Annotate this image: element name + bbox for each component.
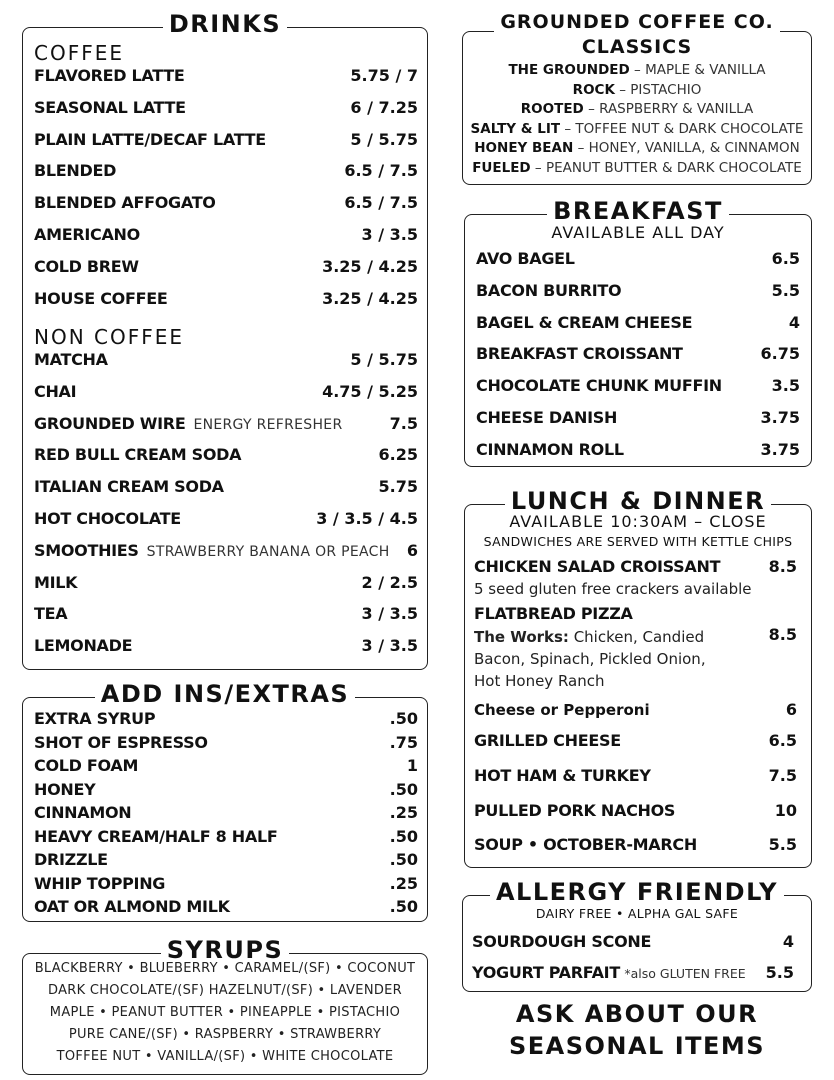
item-name: SOUP • OCTOBER-MARCH [474,835,697,855]
classics-title-line2: CLASSICS [581,36,693,58]
menu-item [34,289,418,309]
item-price: 6.5 [771,249,800,268]
item-name: CHOCOLATE CHUNK MUFFIN [476,376,722,396]
item-name: TEA [34,604,68,624]
menu-item [34,756,418,776]
menu-item [34,257,418,277]
item-name: MILK [34,572,78,592]
classic-name: HONEY BEAN [474,140,574,157]
syrup-line: DARK CHOCOLATE/(SF) HAZELNUT/(SF) • LAVENDER [47,983,402,998]
classic-item [463,101,811,117]
syrups-title: SYRUPS [161,936,290,964]
menu-item-sourdough-scone: SOURDOUGH SCONE 4 [472,932,794,951]
menu-item-cheese-pepperoni: Cheese or Pepperoni 6 [474,700,797,719]
item-price: 3.75 [760,408,800,427]
item-name: LEMONADE [34,636,133,656]
coffee-heading: COFFEE [34,41,124,65]
menu-item [34,98,418,118]
works-desc-line3: Hot Honey Ranch [474,672,605,690]
menu-item [474,801,797,821]
item-name: RED BULL CREAM SODA [34,445,242,465]
item-price: .25 [389,803,418,822]
menu-item [34,827,418,847]
classic-desc: – PEANUT BUTTER & DARK CHOCOLATE [530,160,802,176]
menu-item [34,803,418,823]
menu-item [474,766,797,786]
item-price: 6.5 / 7.5 [344,161,418,181]
classic-desc: – RASPBERRY & VANILLA [583,101,754,118]
seasonal-line1: ASK ABOUT OUR [515,1000,759,1028]
item-price: 6.25 [378,445,418,465]
syrup-line: TOFFEE NUT • VANILLA/(SF) • WHITE CHOCOLATE [56,1049,394,1064]
item-price: 5.75 [378,477,418,497]
item-price: 4 [788,312,800,332]
classic-name: ROOTED [520,101,584,118]
item-price: 3.25 / 4.25 [322,256,418,276]
drinks-title: DRINKS [163,10,287,38]
classics-section [462,11,812,185]
menu-item [476,249,800,269]
item-price: 3 / 3.5 [361,636,418,656]
breakfast-subtitle: AVAILABLE ALL DAY [551,223,725,242]
item-price: 5.5 [771,280,800,300]
item-name: MATCHA [34,350,108,369]
breakfast-section [464,197,812,467]
seasonal-callout [462,998,812,1062]
item-name: OAT OR ALMOND MILK [34,897,230,916]
addins-title: ADD INS/EXTRAS [95,680,355,708]
item-price: 5.5 [768,835,797,855]
menu-item [34,161,418,181]
menu-item [476,408,800,428]
item-price: 2 / 2.5 [361,572,418,592]
item-price: 4.75 / 5.25 [322,381,418,401]
item-name: EXTRA SYRUP [34,709,156,728]
classic-item [463,121,811,137]
item-price: 1 [406,756,418,775]
classic-name: ROCK [572,81,615,98]
classic-item [463,62,811,78]
item-name: BREAKFAST CROISSANT [476,344,683,364]
menu-item [34,573,418,593]
item-price: .50 [389,826,418,846]
menu-item [474,731,797,751]
works-desc-line1: The Works: Chicken, Candied [474,628,705,646]
menu-item [474,835,797,855]
item-note: ENERGY REFRESHER [193,416,343,433]
allergy-section [462,878,812,992]
item-name: SHOT OF ESPRESSO [34,732,208,752]
item-price: 6.5 [768,731,797,750]
item-price: 5.75 / 7 [350,66,418,85]
item-name: HOT CHOCOLATE [34,509,181,528]
menu-item [476,281,800,301]
classic-item [463,160,811,176]
menu-item [34,445,418,465]
item-name: DRIZZLE [34,850,108,869]
item-price: .50 [389,779,418,799]
item-name: BAGEL & CREAM CHEESE [476,312,693,332]
lunch-subtitle: AVAILABLE 10:30AM – CLOSE [509,512,767,531]
syrup-line: BLACKBERRY • BLUEBERRY • CARAMEL/(SF) • COCONUT [34,961,416,976]
item-name: GROUNDED WIRE [34,413,186,433]
item-name: PLAIN LATTE/DECAF LATTE [34,129,266,149]
menu-item [476,376,800,396]
item-price: 5 / 5.75 [350,350,418,369]
item-name: SMOOTHIES [34,540,139,560]
item-price: 7.5 [768,765,797,785]
chicken-salad-desc: 5 seed gluten free crackers available [474,580,752,598]
item-price: .50 [389,709,418,728]
item-name: BACON BURRITO [476,280,622,300]
menu-item [34,709,418,729]
lunch-section [464,487,812,868]
menu-item [476,313,800,333]
classic-desc: – PISTACHIO [614,81,702,98]
menu-item [34,874,418,894]
item-name: COLD BREW [34,256,139,276]
menu-item [476,440,800,460]
item-name: COLD FOAM [34,756,139,775]
menu-item [34,636,418,656]
syrups-section [22,936,428,1075]
syrup-line: PURE CANE/(SF) • RASPBERRY • STRAWBERRY [68,1027,382,1042]
menu-item [34,225,418,245]
item-name: WHIP TOPPING [34,873,166,893]
flatbread-heading: FLATBREAD PIZZA [474,604,633,623]
menu-item [34,780,418,800]
menu-item [34,350,418,370]
menu-item [476,344,800,364]
item-price: 7.5 [389,413,418,433]
addins-section [22,680,428,922]
drinks-section [22,10,428,670]
menu-item [34,897,418,917]
item-name: AVO BAGEL [476,249,575,268]
classic-name: FUELED [472,160,531,176]
item-name: CHEESE DANISH [476,408,618,427]
menu-item [34,382,418,402]
item-name: AMERICANO [34,225,140,244]
item-name: ITALIAN CREAM SODA [34,477,224,497]
item-name: FLAVORED LATTE [34,66,185,85]
item-price: 6.5 / 7.5 [344,193,418,213]
item-price: 5 / 5.75 [350,129,418,149]
item-price: 3.75 [760,439,800,459]
menu-item [34,509,418,529]
classic-name: SALTY & LIT [470,120,561,137]
menu-item-yogurt-parfait: YOGURT PARFAIT *also GLUTEN FREE 5.5 [472,963,794,982]
item-price: .50 [389,897,418,916]
menu-item-chicken-salad: CHICKEN SALAD CROISSANT 8.5 [474,557,797,576]
syrup-line: MAPLE • PEANUT BUTTER • PINEAPPLE • PISTACHIO [49,1005,401,1020]
allergy-subtitle: DAIRY FREE • ALPHA GAL SAFE [535,906,739,921]
item-price: 10 [774,800,797,820]
item-name: BLENDED AFFOGATO [34,193,216,213]
lunch-note: SANDWICHES ARE SERVED WITH KETTLE CHIPS [483,534,793,549]
classic-desc: – TOFFEE NUT & DARK CHOCOLATE [560,120,804,137]
item-name: HOT HAM & TURKEY [474,765,651,785]
item-price: 3 / 3.5 [361,225,418,244]
item-note: STRAWBERRY BANANA OR PEACH [146,543,390,560]
item-name: CHAI [34,381,77,401]
classics-title-line1: GROUNDED COFFEE CO. [494,11,779,33]
noncoffee-heading: NON COFFEE [34,325,185,349]
item-name: CINNAMON ROLL [476,439,624,459]
item-price: 6 / 7.25 [350,97,418,117]
item-name: PULLED PORK NACHOS [474,800,676,820]
menu-item [34,477,418,497]
menu-item [34,541,418,561]
item-price: 3 / 3.5 [361,604,418,624]
menu-item [34,850,418,870]
item-name: SEASONAL LATTE [34,97,186,117]
works-desc-line2: Bacon, Spinach, Pickled Onion, [474,650,706,668]
classic-name: THE GROUNDED [508,62,630,78]
item-price: .75 [389,732,418,752]
seasonal-line2: SEASONAL ITEMS [508,1032,766,1060]
item-price: .25 [389,873,418,893]
classic-item [463,140,811,156]
item-price: 3.25 / 4.25 [322,288,418,308]
menu-item [34,604,418,624]
breakfast-title: BREAKFAST [547,197,729,225]
menu-item [34,130,418,150]
lunch-title: LUNCH & DINNER [505,487,771,515]
item-price: 6 [406,540,418,560]
classic-desc: – HONEY, VANILLA, & CINNAMON [573,140,800,157]
works-label: The Works: [474,628,569,646]
item-name: HEAVY CREAM/HALF 8 HALF [34,826,278,846]
item-name: CINNAMON [34,803,132,822]
classic-item [463,82,811,98]
menu-item [34,414,418,434]
item-price: .50 [389,850,418,869]
item-name: HONEY [34,779,96,799]
menu-item [34,193,418,213]
item-price: 3 / 3.5 / 4.5 [316,509,418,528]
allergy-title: ALLERGY FRIENDLY [490,878,784,906]
item-price: 3.5 [771,376,800,396]
item-name: BLENDED [34,161,117,181]
menu-item [34,66,418,86]
menu-item [34,733,418,753]
item-name: HOUSE COFFEE [34,288,168,308]
works-price: 8.5 [768,625,797,644]
classic-desc: – MAPLE & VANILLA [629,62,766,78]
item-name: GRILLED CHEESE [474,731,621,750]
item-price: 6.75 [760,344,800,364]
